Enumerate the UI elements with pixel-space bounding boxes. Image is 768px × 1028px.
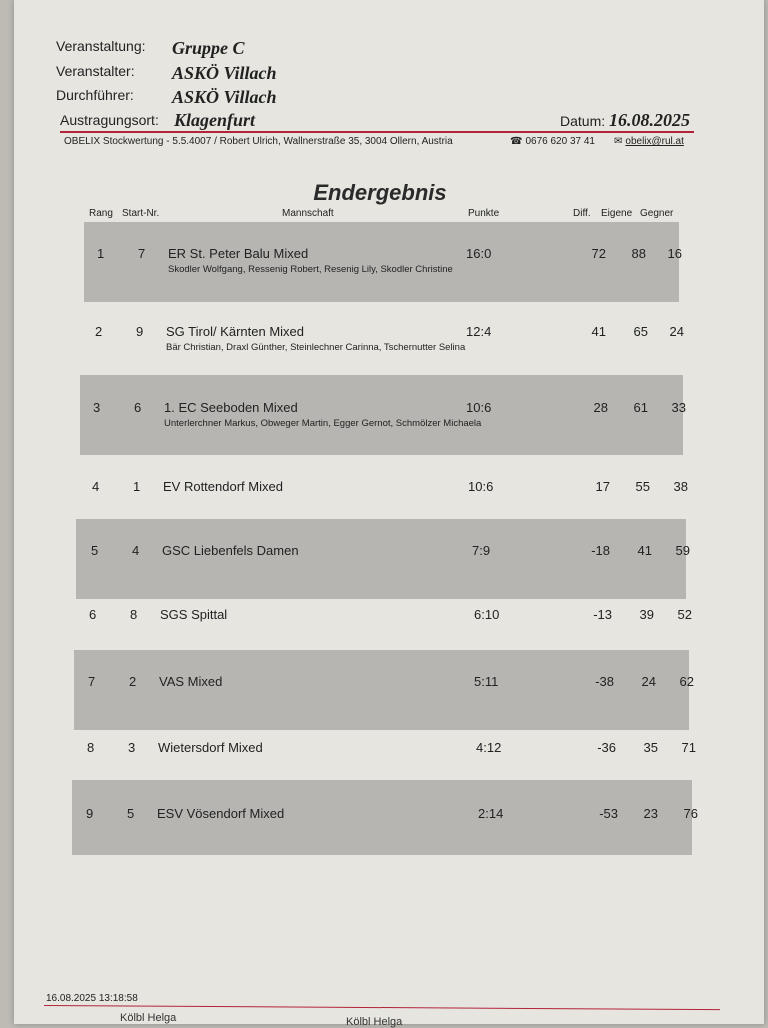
envelope-icon: ✉ bbox=[614, 136, 623, 147]
startnr-cell: 3 bbox=[128, 740, 136, 755]
team-name: Wietersdorf Mixed bbox=[158, 740, 263, 755]
team-players: Skodler Wolfgang, Ressenig Robert, Resenig Lily, Skodler Christine bbox=[168, 264, 453, 275]
punkte-cell: 2:14 bbox=[478, 806, 504, 821]
durchfuehrer-value: ASKÖ Villach bbox=[172, 87, 277, 107]
team-name: SGS Spittal bbox=[160, 607, 228, 622]
signature-left: Kölbl Helga bbox=[120, 1012, 177, 1024]
phone-icon: ☎ bbox=[510, 136, 523, 147]
diff-cell: 28 bbox=[593, 400, 608, 415]
rang-cell: 2 bbox=[95, 324, 103, 339]
diff-cell: -36 bbox=[597, 740, 616, 755]
punkte-cell: 4:12 bbox=[476, 740, 502, 755]
page-title: Endergebnis bbox=[313, 180, 447, 205]
austragungsort-label: Austragungsort: bbox=[60, 112, 159, 128]
diff-cell: 72 bbox=[591, 246, 606, 261]
print-timestamp: 16.08.2025 13:18:58 bbox=[46, 993, 138, 1004]
rang-cell: 3 bbox=[93, 400, 101, 415]
diff-cell: -18 bbox=[591, 543, 610, 558]
team-name: ESV Vösendorf Mixed bbox=[157, 806, 285, 821]
team-name: VAS Mixed bbox=[159, 674, 223, 689]
datum bbox=[560, 110, 690, 131]
team-players: Unterlerchner Markus, Obweger Martin, Egger Gernot, Schmölzer Michaela bbox=[164, 418, 482, 429]
punkte-cell: 10:6 bbox=[466, 400, 492, 415]
rang-cell: 6 bbox=[89, 607, 97, 622]
gegner-cell: 71 bbox=[681, 740, 696, 755]
diff-cell: -13 bbox=[593, 607, 612, 622]
software-line: OBELIX Stockwertung - 5.5.4007 / Robert Ulrich, Wallnerstraße 35, 3004 Ollern, Austria bbox=[64, 136, 453, 147]
team-players: Bär Christian, Draxl Günther, Steinlechner Carinna, Tschernutter Selina bbox=[166, 342, 466, 353]
veranstalter-label: Veranstalter: bbox=[56, 63, 135, 79]
startnr-cell: 7 bbox=[138, 246, 146, 261]
diff-cell: -38 bbox=[595, 674, 614, 689]
startnr-cell: 1 bbox=[133, 479, 141, 494]
rang-cell: 5 bbox=[91, 543, 99, 558]
eigene-cell: 24 bbox=[641, 674, 656, 689]
punkte-cell: 5:11 bbox=[474, 674, 499, 689]
datum-value: 16.08.2025 bbox=[609, 110, 691, 130]
col-diff: Diff. bbox=[573, 208, 591, 219]
team-name: ER St. Peter Balu Mixed bbox=[168, 246, 309, 261]
startnr-cell: 5 bbox=[127, 806, 135, 821]
col-startnr: Start-Nr. bbox=[122, 208, 160, 219]
col-punkte: Punkte bbox=[468, 208, 500, 219]
startnr-cell: 4 bbox=[132, 543, 140, 558]
email-link[interactable]: obelix@rul.at bbox=[625, 136, 684, 147]
startnr-cell: 2 bbox=[129, 674, 137, 689]
phone-contact bbox=[510, 136, 595, 147]
diff-cell: 41 bbox=[591, 324, 606, 339]
austragungsort-value: Klagenfurt bbox=[174, 110, 256, 130]
startnr-cell: 9 bbox=[136, 324, 144, 339]
gegner-cell: 76 bbox=[683, 806, 698, 821]
punkte-cell: 6:10 bbox=[474, 607, 500, 622]
rang-cell: 7 bbox=[88, 674, 96, 689]
col-gegner: Gegner bbox=[640, 208, 674, 219]
diff-cell: 17 bbox=[595, 479, 610, 494]
eigene-cell: 41 bbox=[637, 543, 652, 558]
team-name: GSC Liebenfels Damen bbox=[162, 543, 299, 558]
col-eigene: Eigene bbox=[601, 208, 633, 219]
gegner-cell: 24 bbox=[669, 324, 684, 339]
gegner-cell: 38 bbox=[673, 479, 688, 494]
veranstaltung-label: Veranstaltung: bbox=[56, 38, 146, 54]
startnr-cell: 6 bbox=[134, 400, 142, 415]
datum-label: Datum: bbox=[560, 113, 606, 129]
gegner-cell: 16 bbox=[667, 246, 682, 261]
phone-number: 0676 620 37 41 bbox=[525, 136, 595, 147]
gegner-cell: 62 bbox=[679, 674, 694, 689]
eigene-cell: 61 bbox=[633, 400, 648, 415]
eigene-cell: 55 bbox=[635, 479, 650, 494]
team-name: SG Tirol/ Kärnten Mixed bbox=[166, 324, 304, 339]
veranstalter-value: ASKÖ Villach bbox=[172, 63, 277, 83]
eigene-cell: 35 bbox=[643, 740, 658, 755]
veranstaltung-value: Gruppe C bbox=[172, 38, 245, 58]
punkte-cell: 10:6 bbox=[468, 479, 494, 494]
table-row bbox=[80, 375, 683, 455]
team-name: EV Rottendorf Mixed bbox=[163, 479, 283, 494]
eigene-cell: 88 bbox=[631, 246, 646, 261]
punkte-cell: 16:0 bbox=[466, 246, 492, 261]
durchfuehrer-label: Durchführer: bbox=[56, 87, 134, 103]
signature-right: Kölbl Helga bbox=[346, 1016, 403, 1028]
diff-cell: -53 bbox=[599, 806, 618, 821]
gegner-cell: 33 bbox=[671, 400, 686, 415]
rang-cell: 9 bbox=[86, 806, 94, 821]
table-row bbox=[84, 222, 679, 302]
eigene-cell: 65 bbox=[633, 324, 648, 339]
punkte-cell: 7:9 bbox=[472, 543, 491, 558]
col-mannschaft: Mannschaft bbox=[282, 208, 334, 219]
gegner-cell: 59 bbox=[675, 543, 690, 558]
rang-cell: 4 bbox=[92, 479, 100, 494]
col-rang: Rang bbox=[89, 208, 113, 219]
rang-cell: 1 bbox=[97, 246, 105, 261]
header-divider bbox=[60, 131, 694, 133]
punkte-cell: 12:4 bbox=[466, 324, 492, 339]
eigene-cell: 39 bbox=[639, 607, 654, 622]
email-contact[interactable] bbox=[614, 136, 684, 147]
gegner-cell: 52 bbox=[677, 607, 692, 622]
eigene-cell: 23 bbox=[643, 806, 658, 821]
rang-cell: 8 bbox=[87, 740, 95, 755]
team-name: 1. EC Seeboden Mixed bbox=[164, 400, 298, 415]
startnr-cell: 8 bbox=[130, 607, 138, 622]
